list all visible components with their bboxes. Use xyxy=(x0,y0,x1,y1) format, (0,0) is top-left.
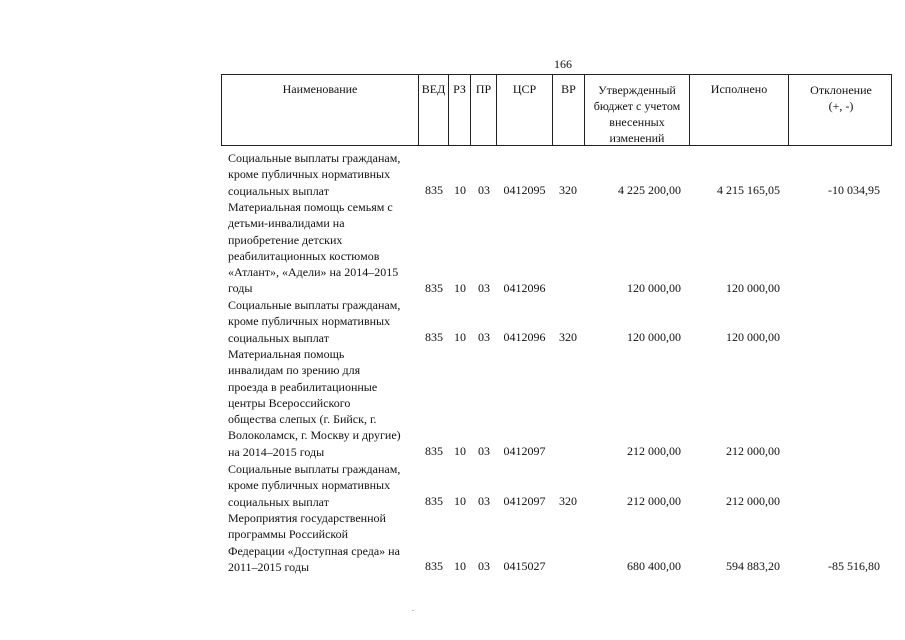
row-ved: 835 xyxy=(425,558,443,573)
row-name-line: Социальные выплаты гражданам, xyxy=(228,462,401,476)
row-rz: 10 xyxy=(454,329,466,344)
row-name-line: 2011–2015 годы xyxy=(228,559,309,574)
page-number: 166 xyxy=(554,57,572,71)
row-name-line: общества слепых (г. Бийск, г. xyxy=(228,412,377,427)
row-csr: 0412096 xyxy=(503,329,546,344)
row-name-line: центры Всероссийского xyxy=(228,395,351,410)
row-pr: 03 xyxy=(478,329,490,344)
row-name-line: Социальные выплаты гражданам, xyxy=(228,298,401,312)
row-csr: 0412097 xyxy=(503,493,546,508)
table-header xyxy=(221,74,892,146)
row-name-line: кроме публичных нормативных xyxy=(228,167,391,182)
row-executed: 120 000,00 xyxy=(726,329,780,344)
header-budget-line: Утвержденный xyxy=(598,83,676,97)
row-rz: 10 xyxy=(454,493,466,508)
row-vr: 320 xyxy=(559,493,577,508)
row-rz: 10 xyxy=(454,280,466,295)
row-name-line: годы xyxy=(228,281,253,296)
row-name xyxy=(228,199,418,297)
row-name-line: Мероприятия государственной xyxy=(228,511,386,525)
row-name-line: «Атлант», «Адели» на 2014–2015 xyxy=(228,265,399,280)
header-deviation xyxy=(788,75,893,145)
row-pr: 03 xyxy=(478,493,490,508)
row-ved: 835 xyxy=(425,493,443,508)
header-budget-line: изменений xyxy=(609,131,665,145)
row-pr: 03 xyxy=(478,280,490,295)
header-pr: ПР xyxy=(470,75,496,145)
header-deviation-line: Отклонение xyxy=(810,83,872,97)
row-name xyxy=(228,461,418,510)
row-name xyxy=(228,297,418,346)
row-executed: 212 000,00 xyxy=(726,443,780,458)
row-vr: 320 xyxy=(559,182,577,197)
row-budget: 120 000,00 xyxy=(627,280,681,295)
header-vr: ВР xyxy=(552,75,584,145)
header-deviation-line: (+, -) xyxy=(828,99,854,113)
row-name xyxy=(228,150,418,199)
row-name-line: Материальная помощь xyxy=(228,347,345,361)
row-name-line: Федерации «Доступная среда» на xyxy=(228,543,400,558)
row-executed: 4 215 165,05 xyxy=(717,182,780,197)
row-ved: 835 xyxy=(425,329,443,344)
row-name-line: Материальная помощь семьям с xyxy=(228,200,393,214)
row-budget: 680 400,00 xyxy=(627,558,681,573)
row-rz: 10 xyxy=(454,443,466,458)
header-csr: ЦСР xyxy=(496,75,552,145)
row-name-line: Социальные выплаты гражданам, xyxy=(228,151,401,165)
header-rz: РЗ xyxy=(448,75,470,145)
row-name xyxy=(228,510,418,575)
row-csr: 0412097 xyxy=(503,443,546,458)
row-name-line: кроме публичных нормативных xyxy=(228,478,391,493)
row-rz: 10 xyxy=(454,558,466,573)
row-name-line: на 2014–2015 годы xyxy=(228,444,325,459)
row-ved: 835 xyxy=(425,280,443,295)
row-name xyxy=(228,346,418,460)
row-budget: 212 000,00 xyxy=(627,443,681,458)
header-name: Наименование xyxy=(282,82,358,96)
row-executed: 212 000,00 xyxy=(726,493,780,508)
row-csr: 0412096 xyxy=(503,280,546,295)
row-name-line: Волоколамск, г. Москву и другие) xyxy=(228,428,401,443)
row-csr: 0412095 xyxy=(503,182,546,197)
row-name-line: детьми-инвалидами на xyxy=(228,216,345,231)
row-ved: 835 xyxy=(425,443,443,458)
row-name-line: социальных выплат xyxy=(228,494,329,509)
row-name-line: проезда в реабилитационные xyxy=(228,379,378,394)
row-executed: 120 000,00 xyxy=(726,280,780,295)
row-name-line: реабилитационных костюмов xyxy=(228,248,380,263)
row-rz: 10 xyxy=(454,182,466,197)
row-name-line: приобретение детских xyxy=(228,232,343,247)
row-budget: 4 225 200,00 xyxy=(618,182,681,197)
row-executed: 594 883,20 xyxy=(726,558,780,573)
row-deviation: -10 034,95 xyxy=(828,182,880,197)
row-csr: 0415027 xyxy=(503,558,546,573)
scan-speck xyxy=(412,610,414,611)
row-pr: 03 xyxy=(478,558,490,573)
row-ved: 835 xyxy=(425,182,443,197)
row-name-line: социальных выплат xyxy=(228,330,329,345)
row-name-line: социальных выплат xyxy=(228,183,329,198)
row-name-line: инвалидам по зрению для xyxy=(228,363,361,378)
row-budget: 212 000,00 xyxy=(627,493,681,508)
row-vr: 320 xyxy=(559,329,577,344)
header-executed: Исполнено xyxy=(689,75,788,145)
row-name-line: программы Российской xyxy=(228,527,349,542)
row-budget: 120 000,00 xyxy=(627,329,681,344)
header-budget-line: внесенных xyxy=(609,115,665,129)
row-deviation: -85 516,80 xyxy=(828,558,880,573)
row-pr: 03 xyxy=(478,182,490,197)
row-name-line: кроме публичных нормативных xyxy=(228,314,391,329)
header-budget-line: бюджет с учетом xyxy=(593,99,681,113)
row-pr: 03 xyxy=(478,443,490,458)
header-budget xyxy=(584,75,689,145)
header-ved: ВЕД xyxy=(418,75,448,145)
